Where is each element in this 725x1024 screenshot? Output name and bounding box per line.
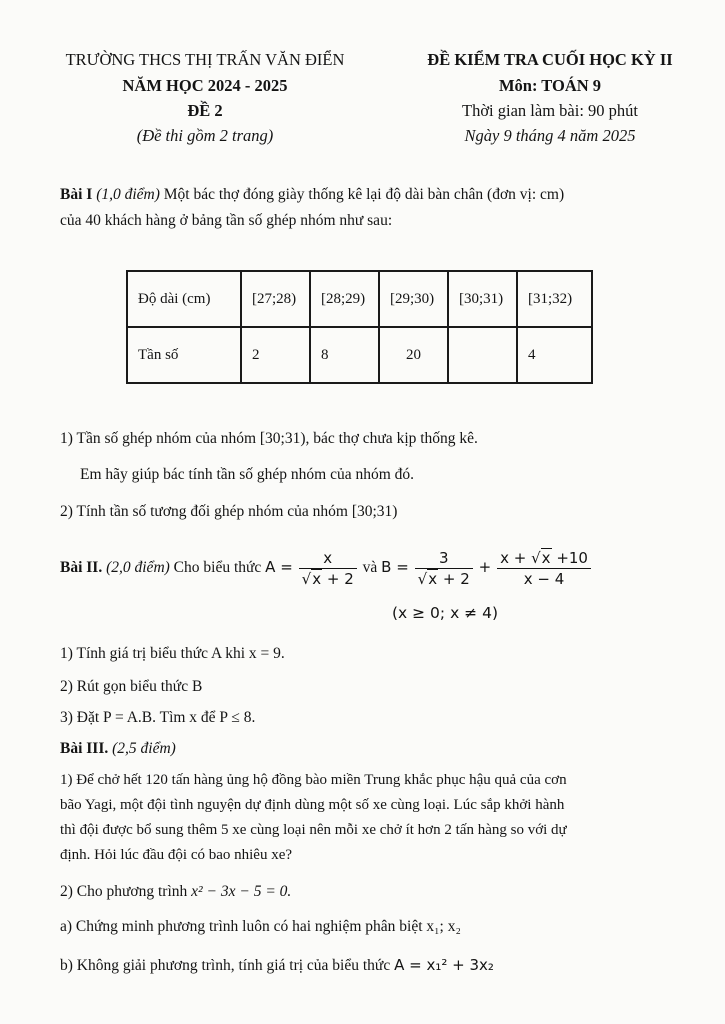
bai3-p1-line3: thì đội được bổ sung thêm 5 xe cùng loại nên mỗi xe chở ít hơn 2 tấn hàng so với dự [60, 822, 567, 838]
table-header-cell: [27;28) [241, 271, 310, 327]
bai2-intro-text: Cho biểu thức [169, 559, 266, 577]
expr-plus: + [478, 558, 492, 577]
expr-a-den-sqrt: x [312, 570, 322, 588]
bai1-points: (1,0 điểm) [96, 186, 160, 203]
bai3-p2a: a) Chứng minh phương trình luôn có hai nghiệm phân biệt x₁; x₂ [60, 918, 461, 935]
table-cell: 8 [310, 327, 379, 383]
bai2-q3: 3) Đặt P = A.B. Tìm x để P ≤ 8. [60, 709, 256, 726]
expr-a-denominator: √x + 2 [301, 570, 354, 588]
expr-b-num2-sqrt: x [541, 549, 551, 567]
bai2-q2: 2) Rút gọn biểu thức B [60, 678, 203, 695]
frequency-table [126, 270, 593, 384]
bai1-q1-line2: Em hãy giúp bác tính tần số ghép nhóm của nhóm đó. [80, 466, 415, 483]
bai3-p2-equation: x² − 3x − 5 = 0. [191, 883, 292, 900]
school-name: TRƯỜNG THCS THỊ TRẤN VĂN ĐIỂN [65, 50, 345, 69]
bai3-p2 [60, 883, 291, 901]
expr-a-fraction [299, 548, 357, 589]
subject: Môn: TOÁN 9 [498, 76, 602, 95]
table-row [127, 327, 592, 383]
expr-a-lhs: A = [265, 558, 293, 577]
expr-a-den-rest: + 2 [322, 570, 354, 588]
bai2-points: (2,0 điểm) [106, 559, 170, 577]
table-cell: 20 [379, 327, 448, 383]
table-header-cell: Độ dài (cm) [127, 271, 241, 327]
bai3-points: (2,5 điểm) [112, 740, 176, 757]
bai2-intro [60, 548, 593, 589]
expr-b-denominator-2: x − 4 [523, 570, 565, 588]
exam-title: ĐỀ KIỂM TRA CUỐI HỌC KỲ II [427, 50, 673, 69]
expr-b-numerator-2: x + √x +10 [497, 548, 591, 569]
bai2-title: Bài II. [60, 559, 103, 577]
expr-b-denominator-1: √x + 2 [417, 570, 470, 588]
bai3-p2b [60, 956, 494, 975]
duration: Thời gian làm bài: 90 phút [462, 101, 638, 120]
expr-connector: và [362, 559, 382, 577]
table-header-cell: [28;29) [310, 271, 379, 327]
bai1-title: Bài I [60, 186, 93, 203]
bai2-q1: 1) Tính giá trị biểu thức A khi x = 9. [60, 645, 285, 662]
table-row-label: Tần số [127, 327, 241, 383]
school-year: NĂM HỌC 2024 - 2025 [122, 76, 288, 95]
table-cell: 2 [241, 327, 310, 383]
expr-b-den1-rest: + 2 [438, 570, 470, 588]
expr-b-num2-a: x + [500, 549, 532, 567]
table-header-row [127, 271, 592, 327]
table-header-cell: [31;32) [517, 271, 592, 327]
table-cell: 4 [517, 327, 592, 383]
expr-b-den1-sqrt: x [428, 570, 438, 588]
bai2-condition: (x ≥ 0; x ≠ 4) [392, 604, 498, 622]
bai1-q1-line1: 1) Tần số ghép nhóm của nhóm [30;31), bác thợ chưa kịp thống kê. [60, 430, 478, 447]
pages-note: (Đề thi gồm 2 trang) [136, 126, 274, 145]
bai3-p2-text: 2) Cho phương trình [60, 883, 192, 900]
bai3-p2b-expression: A = x₁² + 3x₂ [394, 956, 494, 974]
expr-b-num2-b: +10 [551, 549, 588, 567]
bai1-q2: 2) Tính tần số tương đối ghép nhóm của nhóm [30;31) [60, 503, 398, 520]
bai1-intro-line2: của 40 khách hàng ở bảng tần số ghép nhóm như sau: [60, 212, 393, 229]
table-cell [448, 327, 517, 383]
bai3-title: Bài III. [60, 740, 109, 757]
expr-a-numerator: x [299, 548, 357, 569]
bai3-heading [60, 740, 176, 758]
expr-b-lhs: B = [381, 558, 409, 577]
bai1-intro-text: Một bác thợ đóng giày thống kê lại độ dài bàn chân (đơn vị: cm) [159, 186, 565, 203]
bai3-p1-line4: định. Hỏi lúc đầu đội có bao nhiêu xe? [60, 847, 293, 863]
bai3-p1-line2: bão Yagi, một đội tình nguyện dự định dùng một số xe cùng loại. Lúc sắp khởi hành [60, 797, 565, 813]
expr-b-fraction-1 [415, 548, 473, 589]
exam-date: Ngày 9 tháng 4 năm 2025 [464, 126, 636, 145]
bai1-intro-line1 [60, 186, 564, 204]
bai3-p2b-text: b) Không giải phương trình, tính giá trị của biểu thức [60, 957, 395, 974]
exam-code: ĐỀ 2 [187, 101, 223, 120]
table-header-cell: [29;30) [379, 271, 448, 327]
expr-b-fraction-2 [497, 548, 591, 589]
table-header-cell: [30;31) [448, 271, 517, 327]
bai3-p1-line1: 1) Để chở hết 120 tấn hàng ủng hộ đồng bào miền Trung khắc phục hậu quả của cơn [60, 772, 567, 788]
expr-b-numerator-1: 3 [415, 548, 473, 569]
